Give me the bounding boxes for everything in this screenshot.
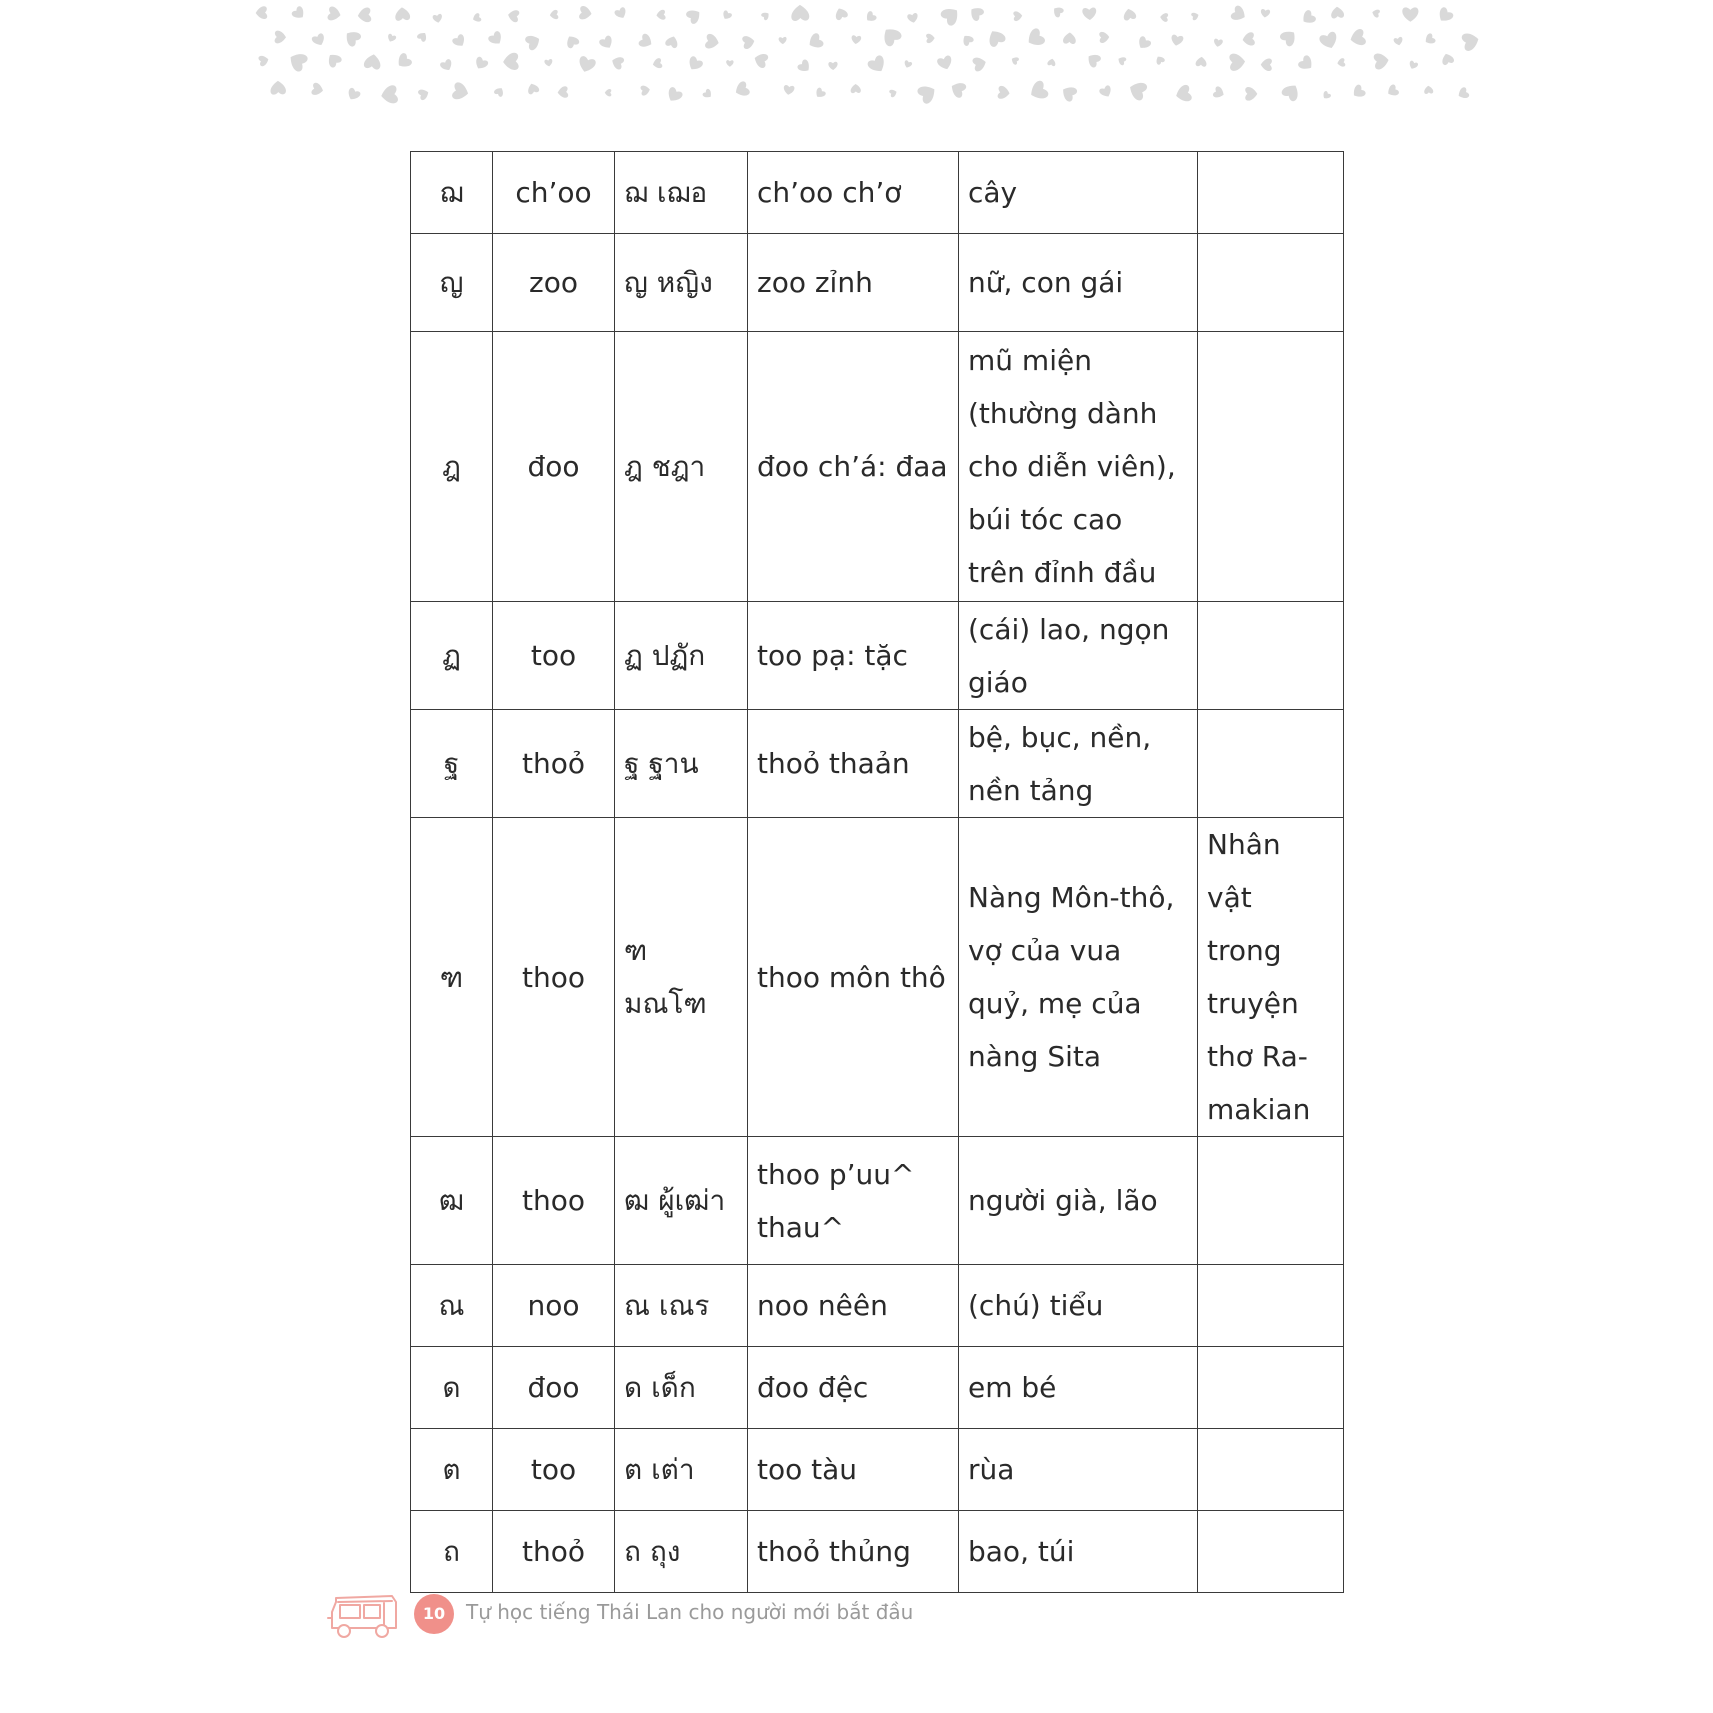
- heart-dot-icon: [1127, 79, 1149, 102]
- heart-dot-icon: [752, 51, 769, 69]
- romanization: thoo: [493, 1137, 615, 1265]
- page-footer: [326, 1582, 1126, 1644]
- note: Nhân vật trong truyện thơ Ra-makian: [1198, 818, 1344, 1137]
- heart-dot-icon: [1085, 51, 1102, 69]
- heart-dot-icon: [665, 86, 684, 105]
- heart-dot-icon: [1122, 8, 1136, 21]
- note: [1198, 234, 1344, 332]
- heart-dot-icon: [357, 7, 371, 23]
- heart-dot-icon: [439, 58, 454, 73]
- note: [1198, 152, 1344, 234]
- heart-dot-icon: [936, 55, 954, 72]
- heart-dot-icon: [1154, 54, 1165, 65]
- heart-dot-icon: [544, 59, 553, 67]
- thai-letter: ด: [411, 1347, 493, 1429]
- thai-letter: ฒ: [411, 1137, 493, 1265]
- tuk-tuk-icon: [326, 1588, 402, 1640]
- heart-dot-icon: [526, 82, 540, 95]
- meaning: (cái) lao, ngọn giáo: [959, 602, 1198, 710]
- romanization: đoo: [493, 332, 615, 602]
- heart-dot-icon: [1348, 28, 1366, 47]
- heart-dot-icon: [1063, 32, 1076, 44]
- example-word: ณ เณร: [615, 1265, 748, 1347]
- pronunciation: ch’oo ch’ơ: [748, 152, 959, 234]
- heart-dot-icon: [1435, 6, 1454, 25]
- heart-dot-icon: [386, 33, 397, 43]
- pronunciation: thoỏ thaản: [748, 710, 959, 818]
- romanization: too: [493, 1429, 615, 1511]
- heart-dot-icon: [1440, 52, 1454, 66]
- meaning: (chú) tiểu: [959, 1265, 1198, 1347]
- pronunciation: zoo zỉnh: [748, 234, 959, 332]
- heart-dot-icon: [311, 32, 327, 47]
- heart-dot-icon: [416, 30, 429, 42]
- heart-dot-icon: [742, 35, 756, 50]
- heart-dot-icon: [1300, 9, 1318, 27]
- heart-dot-icon: [1230, 4, 1248, 23]
- heart-dot-icon: [1318, 31, 1339, 51]
- note: [1198, 1137, 1344, 1265]
- romanization: thoỏ: [493, 710, 615, 818]
- heart-dot-icon: [1245, 87, 1257, 101]
- heart-dot-icon: [451, 82, 470, 102]
- heart-dot-icon: [286, 49, 309, 73]
- meaning: rùa: [959, 1429, 1198, 1511]
- thai-letter: ฎ: [411, 332, 493, 602]
- example-word: ฌ เฌอ: [615, 152, 748, 234]
- heart-dot-icon: [1331, 6, 1345, 18]
- heart-dot-icon: [779, 37, 787, 45]
- heart-dot-icon: [605, 89, 612, 97]
- heart-dot-icon: [833, 6, 848, 21]
- pronunciation: đoo ch’á: đaa: [748, 332, 959, 602]
- heart-dot-icon: [705, 33, 721, 50]
- heart-dot-icon: [686, 55, 704, 73]
- heart-dot-icon: [791, 5, 810, 22]
- meaning: cây: [959, 152, 1198, 234]
- table-row: [411, 1429, 1344, 1511]
- heart-dot-icon: [564, 33, 580, 49]
- heart-dot-icon: [579, 6, 593, 21]
- heart-dot-icon: [685, 6, 703, 25]
- heart-dot-icon: [864, 10, 878, 24]
- heart-dot-icon: [1408, 60, 1419, 70]
- heart-dot-icon: [916, 82, 939, 106]
- heart-dot-icon: [327, 6, 342, 22]
- book-title: Tự học tiếng Thái Lan cho người mới bắt đầu: [466, 1600, 914, 1624]
- heart-dot-icon: [879, 24, 903, 48]
- heart-dot-icon: [325, 51, 343, 69]
- heart-dot-icon: [1280, 81, 1302, 103]
- heart-dot-icon: [967, 4, 985, 22]
- heart-dot-icon: [1098, 85, 1113, 100]
- heart-dot-icon: [610, 55, 625, 71]
- heart-dot-icon: [1099, 31, 1110, 43]
- heart-dot-icon: [507, 9, 520, 23]
- table-row: [411, 1347, 1344, 1429]
- heart-dot-icon: [1013, 11, 1022, 21]
- note: [1198, 1265, 1344, 1347]
- heart-dot-icon: [813, 87, 826, 100]
- example-word: ญ หญิง: [615, 234, 748, 332]
- meaning: bệ, bục, nền, nền tảng: [959, 710, 1198, 818]
- heart-dot-icon: [1279, 27, 1300, 48]
- heart-dot-icon: [665, 35, 680, 49]
- heart-dot-icon: [614, 6, 629, 20]
- heart-dot-icon: [342, 27, 362, 47]
- heart-dot-icon: [866, 54, 888, 76]
- heart-dot-icon: [783, 85, 795, 96]
- heart-dot-icon: [394, 7, 410, 21]
- heart-dot-icon: [652, 58, 663, 70]
- heart-dot-icon: [640, 85, 651, 96]
- heart-dot-icon: [291, 5, 307, 21]
- heart-dot-icon: [1213, 38, 1223, 47]
- table-row: [411, 234, 1344, 332]
- heart-dot-icon: [761, 10, 771, 21]
- table-row: [411, 332, 1344, 602]
- heart-dot-icon: [1136, 35, 1153, 51]
- romanization: zoo: [493, 234, 615, 332]
- table-row: [411, 1265, 1344, 1347]
- example-word: ฐ ฐาน: [615, 710, 748, 818]
- heart-dot-icon: [1051, 4, 1065, 18]
- heart-dot-icon: [1297, 54, 1316, 73]
- thai-letter: ฏ: [411, 602, 493, 710]
- meaning: người già, lão: [959, 1137, 1198, 1265]
- heart-dot-icon: [1160, 13, 1169, 22]
- pronunciation: đoo đệc: [748, 1347, 959, 1429]
- heart-dot-icon: [1082, 7, 1097, 20]
- heart-dot-icon: [1047, 58, 1056, 67]
- heart-dot-icon: [417, 87, 430, 101]
- heart-dot-icon: [394, 52, 413, 71]
- alphabet-table-container: [410, 151, 1344, 1593]
- pronunciation: thoỏ thủng: [748, 1511, 959, 1593]
- heart-dot-icon: [1027, 79, 1050, 102]
- table-row: [411, 1137, 1344, 1265]
- heart-dot-icon: [638, 33, 655, 50]
- note: [1198, 332, 1344, 602]
- heart-dot-icon: [1010, 56, 1019, 66]
- heart-dot-icon: [255, 6, 267, 19]
- heart-dot-icon: [1461, 31, 1481, 52]
- heart-dot-icon: [997, 86, 1010, 100]
- dotted-heart-pattern: [0, 0, 1713, 110]
- pronunciation: too pạ: tặc: [748, 602, 959, 710]
- heart-dot-icon: [1402, 7, 1418, 21]
- thai-letter: ณ: [411, 1265, 493, 1347]
- table-row: [411, 1511, 1344, 1593]
- heart-dot-icon: [828, 62, 838, 71]
- note: [1198, 602, 1344, 710]
- heart-dot-icon: [1191, 11, 1200, 20]
- heart-dot-icon: [1423, 33, 1436, 47]
- romanization: ch’oo: [493, 152, 615, 234]
- pronunciation: too tàu: [748, 1429, 959, 1511]
- note: [1198, 1347, 1344, 1429]
- heart-dot-icon: [1337, 58, 1346, 68]
- heart-dot-icon: [850, 84, 861, 93]
- example-word: ต เต่า: [615, 1429, 748, 1511]
- meaning: bao, túi: [959, 1511, 1198, 1593]
- heart-dot-icon: [598, 35, 615, 51]
- heart-dot-icon: [258, 54, 270, 66]
- heart-dot-icon: [1424, 85, 1434, 94]
- romanization: thoo: [493, 818, 615, 1137]
- heart-dot-icon: [577, 55, 597, 74]
- table-row: [411, 818, 1344, 1137]
- example-word: ด เด็ก: [615, 1347, 748, 1429]
- note: [1198, 1511, 1344, 1593]
- heart-dot-icon: [1059, 83, 1078, 103]
- heart-dot-icon: [806, 32, 825, 51]
- pronunciation: thoo p’uu^ thau^: [748, 1137, 959, 1265]
- meaning: nữ, con gái: [959, 234, 1198, 332]
- heart-dot-icon: [1261, 58, 1272, 71]
- heart-dot-icon: [1117, 55, 1127, 66]
- heart-dot-icon: [926, 33, 935, 43]
- table-row: [411, 710, 1344, 818]
- heart-dot-icon: [1321, 90, 1332, 100]
- heart-dot-icon: [524, 32, 542, 51]
- heart-dot-icon: [907, 13, 919, 24]
- thai-letter: ฑ: [411, 818, 493, 1137]
- note: [1198, 710, 1344, 818]
- heart-dot-icon: [721, 10, 733, 21]
- thai-letter: ฌ: [411, 152, 493, 234]
- romanization: noo: [493, 1265, 615, 1347]
- thai-letter: ญ: [411, 234, 493, 332]
- heart-dot-icon: [1456, 86, 1470, 100]
- example-word: ฒ ผู้เฒ่า: [615, 1137, 748, 1265]
- heart-dot-icon: [1350, 84, 1366, 101]
- heart-dot-icon: [473, 56, 489, 72]
- heart-dot-icon: [311, 82, 324, 96]
- example-word: ถ ถุง: [615, 1511, 748, 1593]
- heart-dot-icon: [471, 13, 481, 24]
- heart-dot-icon: [345, 87, 361, 102]
- heart-dot-icon: [503, 53, 519, 71]
- pronunciation: noo nêên: [748, 1265, 959, 1347]
- table-row: [411, 602, 1344, 710]
- heart-dot-icon: [1212, 86, 1226, 100]
- heart-dot-icon: [702, 88, 714, 100]
- heart-dot-icon: [1229, 53, 1245, 71]
- meaning: em bé: [959, 1347, 1198, 1429]
- heart-dot-icon: [1373, 52, 1389, 70]
- romanization: thoỏ: [493, 1511, 615, 1593]
- heart-dot-icon: [903, 60, 913, 69]
- heart-dot-icon: [656, 9, 666, 20]
- heart-dot-icon: [1371, 8, 1380, 18]
- heart-dot-icon: [948, 79, 967, 99]
- heart-dot-icon: [363, 53, 382, 70]
- heart-dot-icon: [960, 33, 974, 47]
- heart-dot-icon: [972, 55, 988, 72]
- heart-dot-icon: [851, 35, 862, 45]
- thai-letter: ถ: [411, 1511, 493, 1593]
- meaning: Nàng Môn-thô, vợ của vua quỷ, mẹ của nàng Sita: [959, 818, 1198, 1137]
- heart-dot-icon: [270, 81, 286, 95]
- heart-dot-icon: [451, 33, 467, 49]
- pronunciation: thoo môn thô: [748, 818, 959, 1137]
- heart-dot-icon: [275, 31, 287, 44]
- heart-dot-icon: [1385, 84, 1400, 99]
- table-row: [411, 152, 1344, 234]
- page-number-badge: 10: [414, 1594, 454, 1634]
- romanization: đoo: [493, 1347, 615, 1429]
- heart-dot-icon: [1195, 56, 1207, 67]
- thai-alphabet-table: [410, 151, 1344, 1593]
- heart-dot-icon: [557, 86, 568, 98]
- heart-dot-icon: [733, 80, 751, 99]
- example-word: ฏ ปฏัก: [615, 602, 748, 710]
- heart-dot-icon: [726, 60, 734, 67]
- heart-dot-icon: [889, 88, 898, 98]
- romanization: too: [493, 602, 615, 710]
- heart-dot-icon: [939, 4, 962, 28]
- note: [1198, 1429, 1344, 1511]
- heart-dot-icon: [493, 86, 505, 98]
- meaning: mũ miện (thường dành cho diễn viên), búi tóc cao trên đỉnh đầu: [959, 332, 1198, 602]
- heart-dot-icon: [380, 85, 398, 105]
- example-word: ฑ มณโฑ: [615, 818, 748, 1137]
- heart-dot-icon: [1024, 27, 1046, 50]
- heart-dot-icon: [985, 27, 1007, 48]
- example-word: ฎ ชฎา: [615, 332, 748, 602]
- heart-dot-icon: [487, 30, 505, 47]
- thai-letter: ฐ: [411, 710, 493, 818]
- heart-dot-icon: [1260, 9, 1270, 18]
- heart-dot-icon: [549, 10, 558, 20]
- heart-dot-icon: [432, 14, 443, 24]
- heart-dot-icon: [1174, 84, 1192, 104]
- heart-dot-icon: [1393, 37, 1403, 47]
- heart-dot-icon: [1242, 32, 1255, 47]
- heart-dot-icon: [1170, 34, 1184, 47]
- heart-dot-icon: [796, 58, 812, 74]
- thai-letter: ต: [411, 1429, 493, 1511]
